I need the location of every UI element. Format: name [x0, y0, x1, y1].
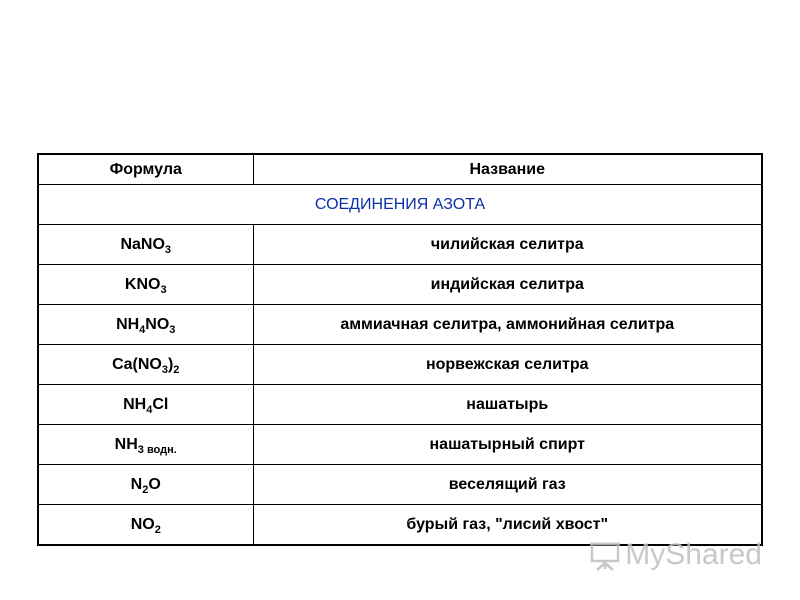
name-cell: индийская селитра [253, 265, 762, 305]
watermark [589, 538, 762, 572]
formula-cell: NaNO$_3$ [38, 225, 253, 265]
nitrogen-compounds-table [37, 153, 763, 546]
section-title: СОЕДИНЕНИЯ АЗОТА [38, 185, 762, 225]
table-row [38, 225, 762, 265]
name-cell: веселящий газ [253, 465, 762, 505]
header-name: Название [253, 154, 762, 185]
name-cell: чилийская селитра [253, 225, 762, 265]
formula-cell: $NO_2$ [38, 505, 253, 546]
formula-cell: $NH_4Cl$ [38, 385, 253, 425]
table-row [38, 265, 762, 305]
table-row [38, 345, 762, 385]
table-row [38, 425, 762, 465]
formula-cell: $NH_{3 водн.}$ [38, 425, 253, 465]
name-cell: норвежская селитра [253, 345, 762, 385]
table-row [38, 305, 762, 345]
watermark-text: MyShared [625, 538, 762, 571]
name-cell: бурый газ, "лисий хвост" [253, 505, 762, 546]
formula-cell: $Ca(NO_3)_2$ [38, 345, 253, 385]
name-cell: аммиачная селитра, аммонийная селитра [253, 305, 762, 345]
formula-cell: $NH_4NO_3$ [38, 305, 253, 345]
table-row [38, 385, 762, 425]
projector-screen-icon [589, 539, 621, 571]
formula-cell: $N_2O$ [38, 465, 253, 505]
section-row [38, 185, 762, 225]
name-cell: нашатырь [253, 385, 762, 425]
name-cell: нашатырный спирт [253, 425, 762, 465]
header-row [38, 154, 762, 185]
header-formula: Формула [38, 154, 253, 185]
table-row [38, 465, 762, 505]
formula-cell: $KNO_3$ [38, 265, 253, 305]
